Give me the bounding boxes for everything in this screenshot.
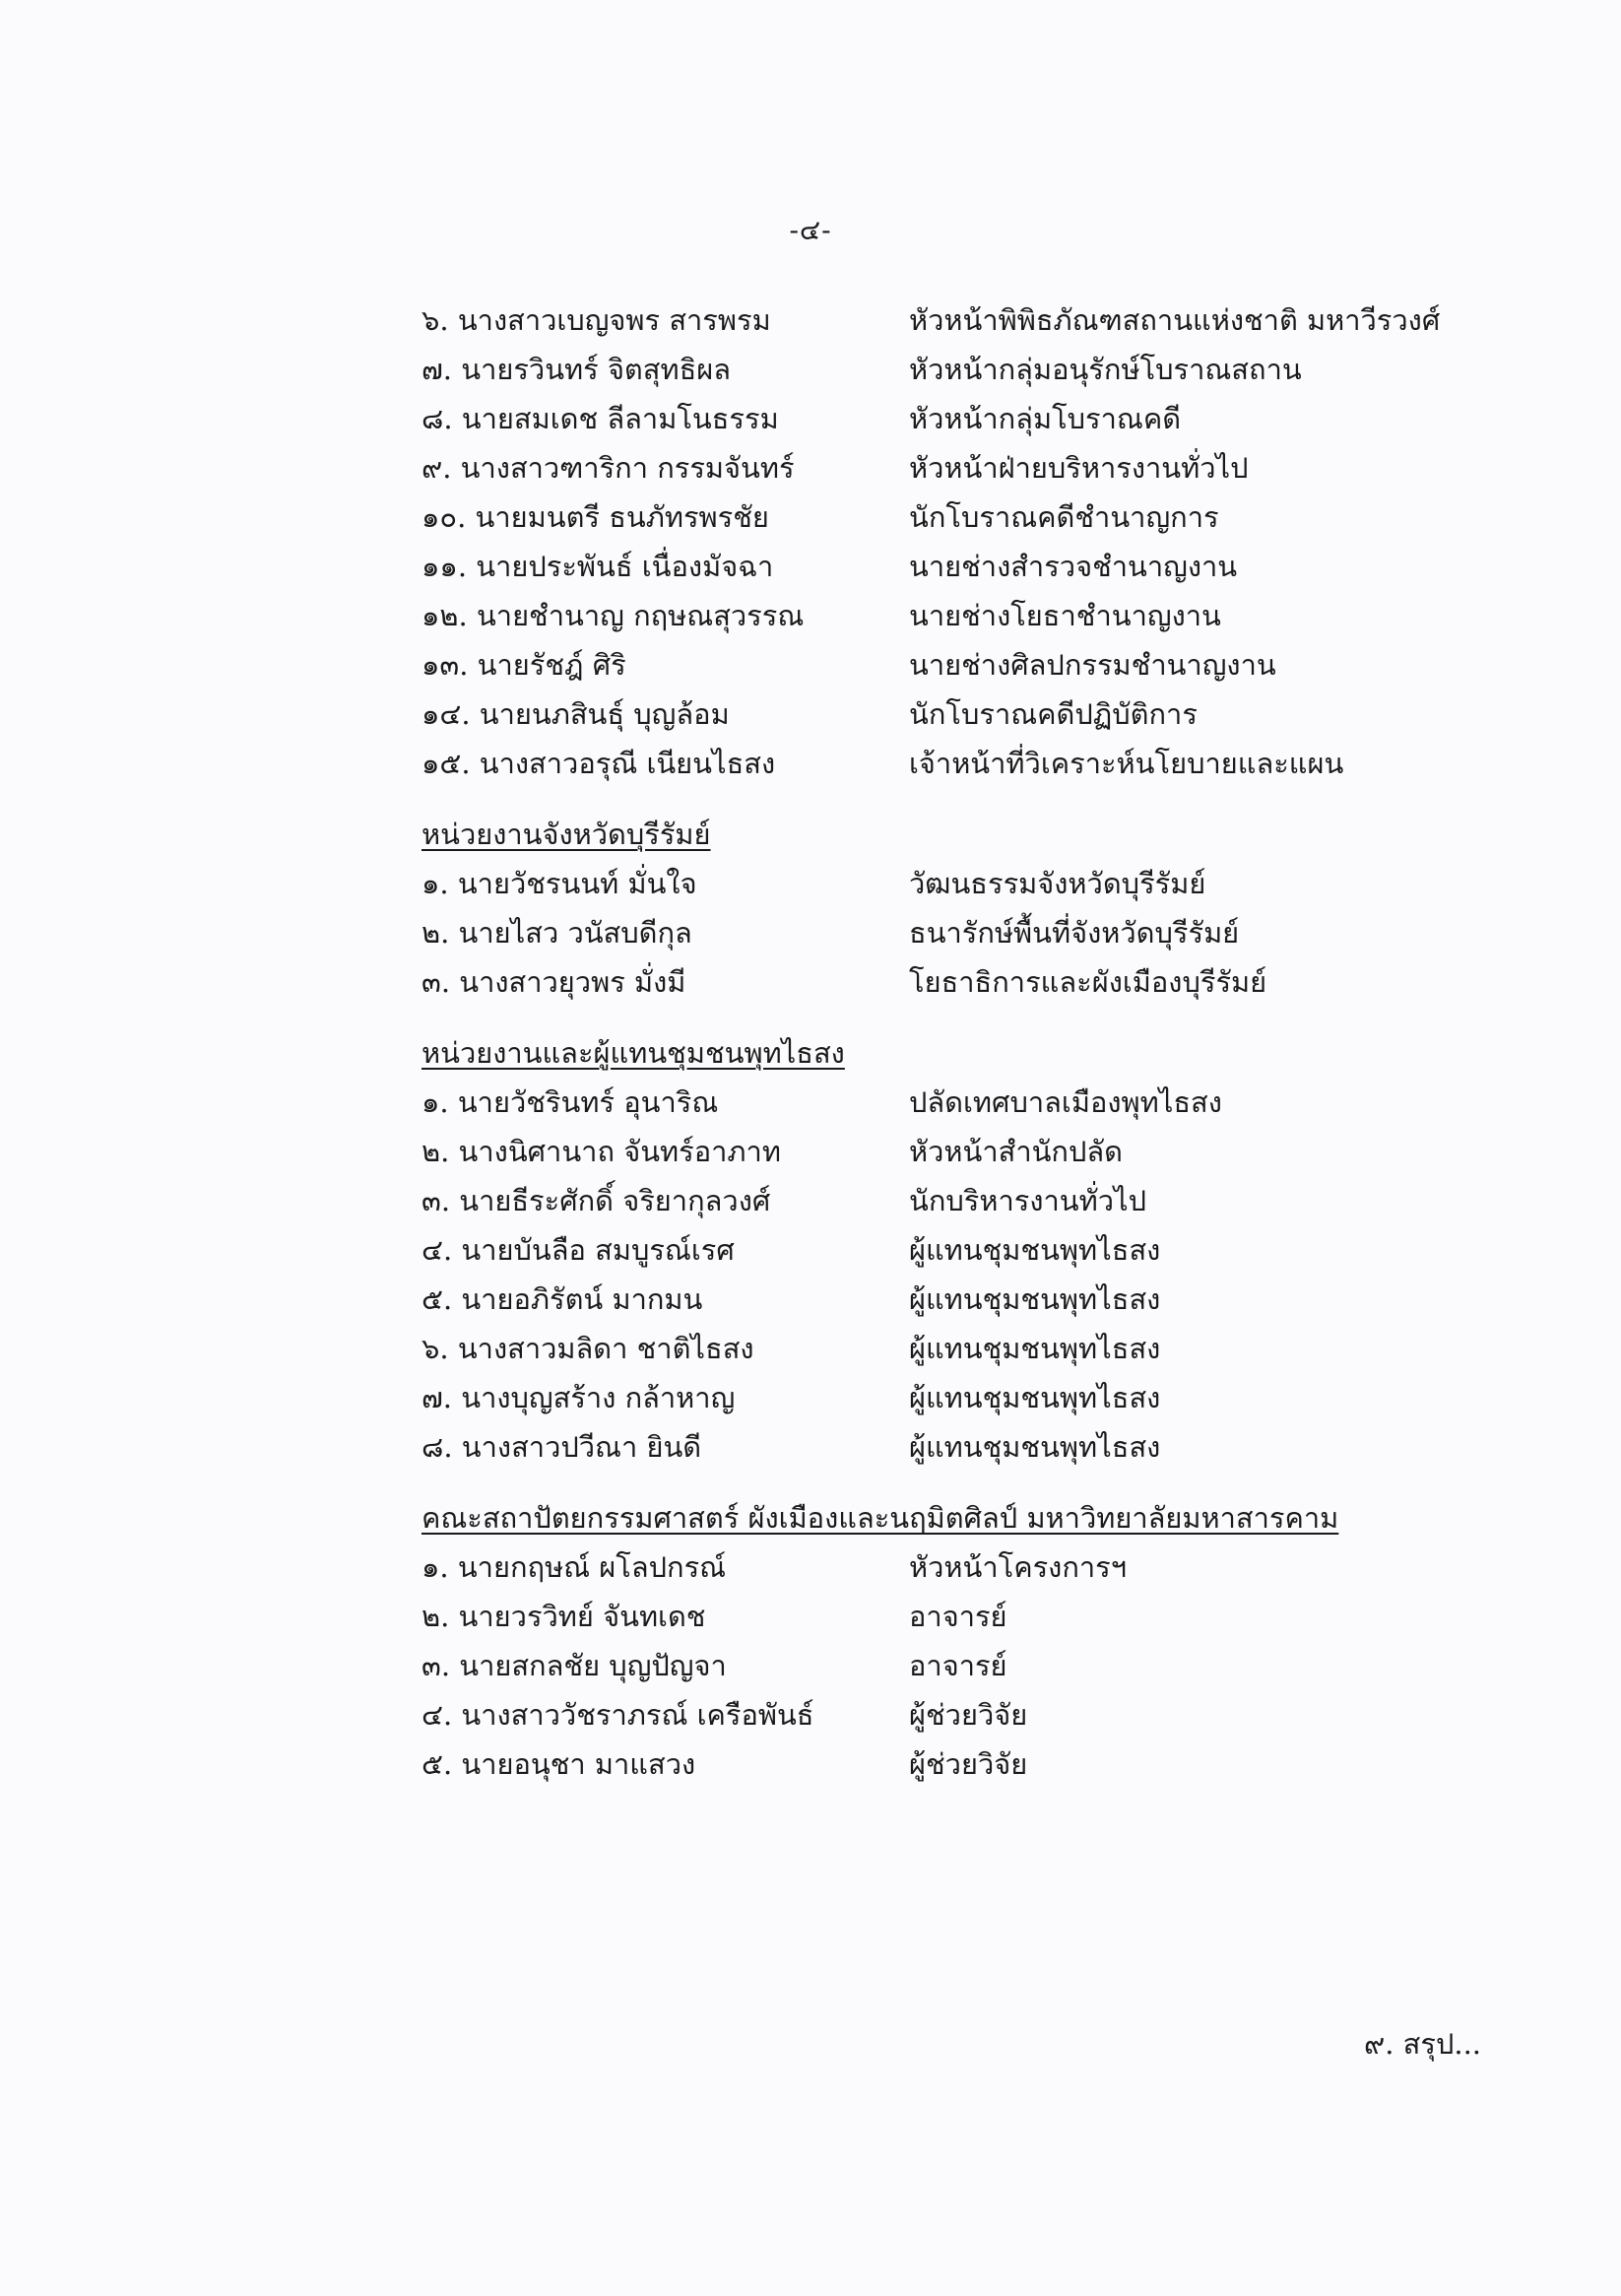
person-position: ธนารักษ์พื้นที่จังหวัดบุรีรัมย์ — [909, 916, 1240, 950]
person-name: ๑๕. นางสาวอรุณี เนียนไธสง — [421, 747, 776, 780]
person-name: ๒. นายวรวิทย์ จันทเดช — [421, 1600, 706, 1633]
section-heading: คณะสถาปัตยกรรมศาสตร์ ผังเมืองและนฤมิตศิลป์ มหาวิทยาลัยมหาสารคาม — [421, 1501, 1339, 1535]
person-position: หัวหน้ากลุ่มโบราณคดี — [909, 402, 1182, 435]
person-position: โยธาธิการและผังเมืองบุรีรัมย์ — [909, 965, 1267, 999]
list-item — [421, 542, 1505, 591]
person-position: เจ้าหน้าที่วิเคราะห์นโยบายและแผน — [909, 747, 1344, 780]
person-name: ๑๒. นายชำนาญ กฤษณสุวรรณ — [421, 599, 805, 632]
list-item — [421, 443, 1505, 492]
list-item — [421, 1739, 1505, 1789]
person-position: ผู้แทนชุมชนพุทไธสง — [909, 1233, 1161, 1267]
list-item — [421, 1373, 1505, 1422]
person-name: ๓. นายสกลชัย บุญปัญจา — [421, 1649, 727, 1682]
list-item — [421, 1422, 1505, 1472]
person-position: ผู้ช่วยวิจัย — [909, 1698, 1028, 1732]
person-name: ๔. นายบันลือ สมบูรณ์เรศ — [421, 1233, 735, 1267]
person-name: ๓. นางสาวยุวพร มั่งมี — [421, 965, 686, 999]
list-item — [421, 739, 1505, 788]
page-number: -๔- — [789, 214, 832, 246]
person-name: ๖. นางสาวมลิดา ชาติไธสง — [421, 1332, 754, 1365]
person-name: ๗. นางบุญสร้าง กล้าหาญ — [421, 1381, 736, 1414]
section-buriram — [421, 810, 1505, 1007]
attendee-list — [421, 295, 1505, 1789]
person-position: ผู้แทนชุมชนพุทไธสง — [909, 1332, 1161, 1365]
list-item — [421, 689, 1505, 739]
list-item — [421, 1690, 1505, 1739]
person-position: ผู้ช่วยวิจัย — [909, 1747, 1028, 1781]
person-name: ๘. นางสาวปวีณา ยินดี — [421, 1430, 702, 1464]
list-item — [421, 1641, 1505, 1690]
person-name: ๒. นางนิศานาถ จันทร์อาภาท — [421, 1135, 781, 1168]
person-position: หัวหน้าพิพิธภัณฑสถานแห่งชาติ มหาวีรวงศ์ — [909, 303, 1441, 337]
person-position: หัวหน้าสำนักปลัด — [909, 1135, 1124, 1168]
person-name: ๖. นางสาวเบญจพร สารพรม — [421, 303, 771, 337]
person-name: ๑๑. นายประพันธ์ เนื่องมัจฉา — [421, 550, 774, 583]
person-position: นักโบราณคดีปฏิบัติการ — [909, 697, 1198, 731]
list-item — [421, 345, 1505, 394]
person-name: ๑. นายกฤษณ์ ผโลปกรณ์ — [421, 1550, 727, 1584]
person-name: ๔. นางสาววัชราภรณ์ เครือพันธ์ — [421, 1698, 814, 1732]
person-position: ผู้แทนชุมชนพุทไธสง — [909, 1430, 1161, 1464]
person-position: อาจารย์ — [909, 1600, 1007, 1633]
person-position: นักโบราณคดีชำนาญการ — [909, 500, 1219, 534]
list-item — [421, 908, 1505, 957]
person-position: วัฒนธรรมจังหวัดบุรีรัมย์ — [909, 867, 1206, 900]
person-name: ๙. นางสาวฑาริกา กรรมจันทร์ — [421, 451, 795, 485]
list-item — [421, 492, 1505, 542]
list-item — [421, 295, 1505, 345]
list-item — [421, 1176, 1505, 1225]
list-item — [421, 1275, 1505, 1324]
person-position: นายช่างสำรวจชำนาญงาน — [909, 550, 1238, 583]
list-item — [421, 957, 1505, 1007]
section-heading: หน่วยงานและผู้แทนชุมชนพุทไธสง — [421, 1036, 845, 1070]
person-name: ๓. นายธีระศักดิ์ จริยากุลวงศ์ — [421, 1184, 771, 1217]
person-position: นักบริหารงานทั่วไป — [909, 1184, 1147, 1217]
list-item — [421, 1078, 1505, 1127]
person-position: ผู้แทนชุมชนพุทไธสง — [909, 1381, 1161, 1414]
person-name: ๑. นายวัชรนนท์ มั่นใจ — [421, 867, 697, 900]
person-name: ๑๓. นายรัชฎ์ ศิริ — [421, 648, 626, 682]
person-name: ๑. นายวัชรินทร์ อุนาริณ — [421, 1085, 719, 1119]
list-item — [421, 591, 1505, 640]
person-position: อาจารย์ — [909, 1649, 1007, 1682]
person-position: หัวหน้ากลุ่มอนุรักษ์โบราณสถาน — [909, 353, 1302, 386]
section-heading: หน่วยงานจังหวัดบุรีรัมย์ — [421, 818, 711, 851]
list-item — [421, 1127, 1505, 1176]
person-position: ผู้แทนชุมชนพุทไธสง — [909, 1282, 1161, 1316]
list-item — [421, 1225, 1505, 1275]
person-position: นายช่างโยธาชำนาญงาน — [909, 599, 1221, 632]
person-name: ๒. นายไสว วนัสบดีกุล — [421, 916, 692, 950]
section-msu — [421, 1493, 1505, 1789]
person-name: ๑๐. นายมนตรี ธนภัทรพรชัย — [421, 500, 769, 534]
person-name: ๗. นายรวินทร์ จิตสุทธิผล — [421, 353, 732, 386]
section-continued — [421, 295, 1505, 788]
person-position: หัวหน้าฝ่ายบริหารงานทั่วไป — [909, 451, 1249, 485]
list-item — [421, 859, 1505, 908]
person-name: ๘. นายสมเดช ลีลามโนธรรม — [421, 402, 779, 435]
list-item — [421, 1324, 1505, 1373]
person-position: นายช่างศิลปกรรมชำนาญงาน — [909, 648, 1276, 682]
list-item — [421, 394, 1505, 443]
person-name: ๑๔. นายนภสินธุ์ บุญล้อม — [421, 697, 730, 731]
list-item — [421, 1542, 1505, 1592]
person-name: ๕. นายอนุชา มาแสวง — [421, 1747, 696, 1781]
list-item — [421, 1592, 1505, 1641]
person-position: ปลัดเทศบาลเมืองพุทไธสง — [909, 1085, 1222, 1119]
section-phutthaisong — [421, 1028, 1505, 1472]
list-item — [421, 640, 1505, 689]
person-position: หัวหน้าโครงการฯ — [909, 1550, 1128, 1584]
person-name: ๕. นายอภิรัตน์ มากมน — [421, 1282, 703, 1316]
next-page-reference: ๙. สรุป... — [1364, 2027, 1482, 2061]
